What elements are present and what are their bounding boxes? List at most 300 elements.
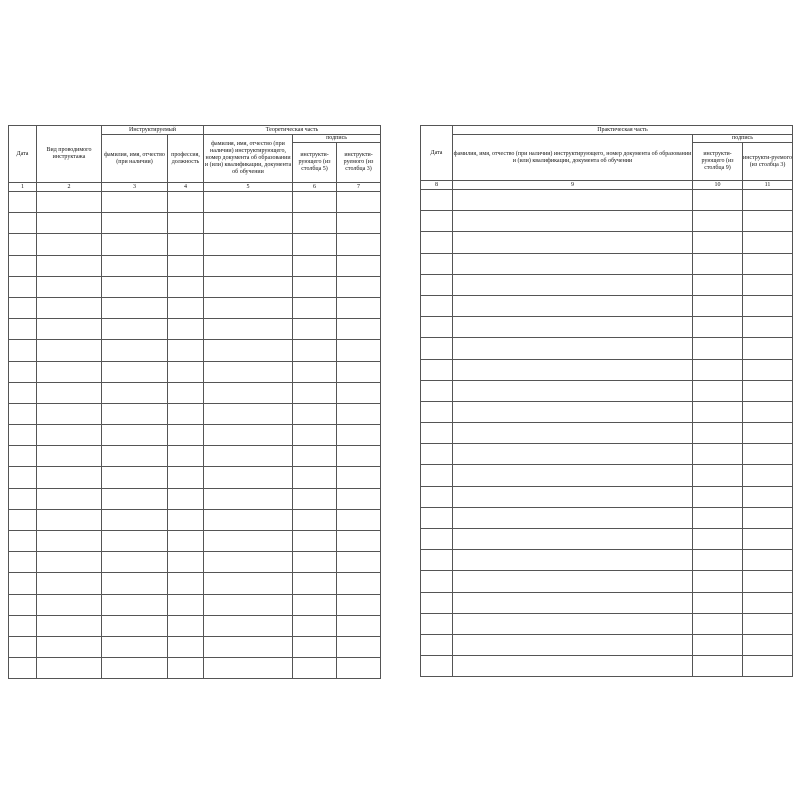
table-cell[interactable] bbox=[102, 531, 168, 552]
table-cell[interactable] bbox=[37, 615, 102, 636]
table-row bbox=[421, 656, 793, 677]
table-row bbox=[421, 465, 793, 486]
table-cell[interactable] bbox=[453, 295, 693, 316]
table-row bbox=[9, 425, 381, 446]
table-row bbox=[421, 359, 793, 380]
table-cell[interactable] bbox=[168, 276, 204, 297]
table-cell[interactable] bbox=[453, 529, 693, 550]
table-cell[interactable] bbox=[421, 380, 453, 401]
table-cell[interactable] bbox=[693, 317, 743, 338]
table-cell[interactable] bbox=[453, 359, 693, 380]
table-cell[interactable] bbox=[421, 634, 453, 655]
table-cell[interactable] bbox=[337, 234, 381, 255]
table-cell[interactable] bbox=[337, 382, 381, 403]
table-cell[interactable] bbox=[693, 211, 743, 232]
table-cell[interactable] bbox=[693, 295, 743, 316]
table-cell[interactable] bbox=[337, 213, 381, 234]
table-row bbox=[421, 507, 793, 528]
table-cell[interactable] bbox=[37, 255, 102, 276]
table-cell[interactable] bbox=[453, 211, 693, 232]
table-cell[interactable] bbox=[168, 255, 204, 276]
table-cell[interactable] bbox=[102, 319, 168, 340]
table-cell[interactable] bbox=[453, 401, 693, 422]
table-cell[interactable] bbox=[293, 234, 337, 255]
table-cell[interactable] bbox=[337, 361, 381, 382]
table-cell[interactable] bbox=[693, 190, 743, 211]
table-row bbox=[9, 467, 381, 488]
table-cell[interactable] bbox=[102, 361, 168, 382]
table-cell[interactable] bbox=[421, 571, 453, 592]
table-cell[interactable] bbox=[9, 192, 37, 213]
table-cell[interactable] bbox=[9, 361, 37, 382]
table-cell[interactable] bbox=[693, 571, 743, 592]
table-cell[interactable] bbox=[693, 274, 743, 295]
table-cell[interactable] bbox=[337, 340, 381, 361]
header-signature-group: подпись bbox=[693, 135, 793, 143]
table-cell[interactable] bbox=[337, 552, 381, 573]
table-cell[interactable] bbox=[337, 488, 381, 509]
table-cell[interactable] bbox=[37, 340, 102, 361]
table-cell[interactable] bbox=[293, 213, 337, 234]
table-row bbox=[421, 444, 793, 465]
table-row bbox=[421, 253, 793, 274]
table-cell[interactable] bbox=[421, 465, 453, 486]
table-cell[interactable] bbox=[37, 531, 102, 552]
table-cell[interactable] bbox=[743, 295, 793, 316]
table-cell[interactable] bbox=[204, 594, 293, 615]
table-cell[interactable] bbox=[421, 317, 453, 338]
table-cell[interactable] bbox=[102, 594, 168, 615]
table-cell[interactable] bbox=[453, 274, 693, 295]
table-cell[interactable] bbox=[102, 255, 168, 276]
table-row bbox=[421, 423, 793, 444]
table-cell[interactable] bbox=[337, 509, 381, 530]
table-cell[interactable] bbox=[453, 232, 693, 253]
table-cell[interactable] bbox=[37, 403, 102, 424]
table-cell[interactable] bbox=[743, 444, 793, 465]
table-cell[interactable] bbox=[9, 531, 37, 552]
table-cell[interactable] bbox=[743, 634, 793, 655]
table-cell[interactable] bbox=[37, 658, 102, 679]
table-cell[interactable] bbox=[693, 253, 743, 274]
table-cell[interactable] bbox=[337, 319, 381, 340]
table-cell[interactable] bbox=[337, 446, 381, 467]
table-cell[interactable] bbox=[421, 253, 453, 274]
table-row bbox=[421, 613, 793, 634]
table-cell[interactable] bbox=[204, 213, 293, 234]
table-cell[interactable] bbox=[204, 297, 293, 318]
table-cell[interactable] bbox=[453, 253, 693, 274]
table-cell[interactable] bbox=[693, 359, 743, 380]
table-cell[interactable] bbox=[743, 529, 793, 550]
table-cell[interactable] bbox=[743, 571, 793, 592]
table-cell[interactable] bbox=[9, 552, 37, 573]
table-cell[interactable] bbox=[204, 255, 293, 276]
table-cell[interactable] bbox=[37, 234, 102, 255]
table-cell[interactable] bbox=[204, 531, 293, 552]
table-cell[interactable] bbox=[337, 636, 381, 657]
table-cell[interactable] bbox=[453, 592, 693, 613]
table-cell[interactable] bbox=[102, 425, 168, 446]
table-cell[interactable] bbox=[9, 488, 37, 509]
table-cell[interactable] bbox=[421, 190, 453, 211]
table-cell[interactable] bbox=[168, 509, 204, 530]
right-table-header bbox=[421, 126, 793, 190]
table-cell[interactable] bbox=[453, 317, 693, 338]
table-cell[interactable] bbox=[743, 613, 793, 634]
table-cell[interactable] bbox=[168, 615, 204, 636]
table-cell[interactable] bbox=[168, 361, 204, 382]
table-row bbox=[9, 615, 381, 636]
header-practice-group: Практическая часть bbox=[453, 126, 793, 135]
table-cell[interactable] bbox=[204, 276, 293, 297]
table-cell[interactable] bbox=[421, 656, 453, 677]
table-cell[interactable] bbox=[693, 634, 743, 655]
table-cell[interactable] bbox=[743, 232, 793, 253]
table-cell[interactable] bbox=[37, 213, 102, 234]
left-table-header bbox=[9, 126, 381, 192]
table-cell[interactable] bbox=[9, 403, 37, 424]
table-cell[interactable] bbox=[168, 531, 204, 552]
table-cell[interactable] bbox=[37, 636, 102, 657]
table-cell[interactable] bbox=[102, 276, 168, 297]
table-cell[interactable] bbox=[168, 594, 204, 615]
table-cell[interactable] bbox=[693, 529, 743, 550]
table-cell[interactable] bbox=[293, 573, 337, 594]
table-cell[interactable] bbox=[168, 467, 204, 488]
table-cell[interactable] bbox=[743, 507, 793, 528]
table-cell[interactable] bbox=[693, 380, 743, 401]
table-cell[interactable] bbox=[102, 297, 168, 318]
table-cell[interactable] bbox=[168, 382, 204, 403]
table-cell[interactable] bbox=[293, 594, 337, 615]
table-cell[interactable] bbox=[9, 509, 37, 530]
table-cell[interactable] bbox=[293, 382, 337, 403]
table-cell[interactable] bbox=[204, 636, 293, 657]
table-cell[interactable] bbox=[421, 401, 453, 422]
table-cell[interactable] bbox=[453, 423, 693, 444]
table-cell[interactable] bbox=[293, 446, 337, 467]
column-number: 11 bbox=[743, 181, 793, 190]
table-row bbox=[421, 380, 793, 401]
table-cell[interactable] bbox=[693, 465, 743, 486]
table-cell[interactable] bbox=[168, 552, 204, 573]
table-cell[interactable] bbox=[453, 613, 693, 634]
column-numbers-row bbox=[421, 181, 793, 190]
table-cell[interactable] bbox=[337, 403, 381, 424]
table-cell[interactable] bbox=[453, 465, 693, 486]
table-cell[interactable] bbox=[693, 338, 743, 359]
table-cell[interactable] bbox=[204, 192, 293, 213]
table-row bbox=[9, 192, 381, 213]
table-cell[interactable] bbox=[337, 192, 381, 213]
table-cell[interactable] bbox=[204, 340, 293, 361]
table-row bbox=[421, 550, 793, 571]
table-cell[interactable] bbox=[421, 232, 453, 253]
table-row bbox=[9, 552, 381, 573]
table-cell[interactable] bbox=[204, 552, 293, 573]
table-cell[interactable] bbox=[293, 531, 337, 552]
table-cell[interactable] bbox=[102, 403, 168, 424]
table-cell[interactable] bbox=[102, 573, 168, 594]
table-cell[interactable] bbox=[293, 192, 337, 213]
table-cell[interactable] bbox=[102, 658, 168, 679]
table-row bbox=[9, 297, 381, 318]
table-cell[interactable] bbox=[204, 234, 293, 255]
table-cell[interactable] bbox=[453, 634, 693, 655]
table-cell[interactable] bbox=[743, 550, 793, 571]
table-cell[interactable] bbox=[693, 656, 743, 677]
table-cell[interactable] bbox=[9, 297, 37, 318]
table-cell[interactable] bbox=[102, 552, 168, 573]
table-row bbox=[9, 446, 381, 467]
table-cell[interactable] bbox=[9, 467, 37, 488]
table-cell[interactable] bbox=[204, 658, 293, 679]
table-cell[interactable] bbox=[168, 658, 204, 679]
table-cell[interactable] bbox=[453, 656, 693, 677]
table-cell[interactable] bbox=[421, 507, 453, 528]
table-cell[interactable] bbox=[293, 488, 337, 509]
table-cell[interactable] bbox=[168, 297, 204, 318]
table-cell[interactable] bbox=[293, 297, 337, 318]
table-cell[interactable] bbox=[421, 529, 453, 550]
left-journal-table bbox=[8, 125, 381, 679]
table-cell[interactable] bbox=[102, 234, 168, 255]
table-cell[interactable] bbox=[168, 425, 204, 446]
table-cell[interactable] bbox=[293, 467, 337, 488]
table-cell[interactable] bbox=[743, 274, 793, 295]
table-cell[interactable] bbox=[293, 361, 337, 382]
table-cell[interactable] bbox=[9, 319, 37, 340]
table-cell[interactable] bbox=[293, 319, 337, 340]
table-cell[interactable] bbox=[204, 509, 293, 530]
table-cell[interactable] bbox=[102, 467, 168, 488]
table-cell[interactable] bbox=[37, 192, 102, 213]
table-cell[interactable] bbox=[293, 636, 337, 657]
table-cell[interactable] bbox=[37, 382, 102, 403]
table-cell[interactable] bbox=[743, 190, 793, 211]
table-cell[interactable] bbox=[743, 338, 793, 359]
table-row bbox=[9, 636, 381, 657]
table-cell[interactable] bbox=[337, 425, 381, 446]
table-row bbox=[421, 486, 793, 507]
table-cell[interactable] bbox=[337, 297, 381, 318]
table-cell[interactable] bbox=[421, 359, 453, 380]
table-cell[interactable] bbox=[9, 615, 37, 636]
table-cell[interactable] bbox=[293, 425, 337, 446]
table-cell[interactable] bbox=[102, 213, 168, 234]
table-cell[interactable] bbox=[337, 594, 381, 615]
table-cell[interactable] bbox=[293, 615, 337, 636]
table-cell[interactable] bbox=[9, 382, 37, 403]
table-cell[interactable] bbox=[37, 509, 102, 530]
table-cell[interactable] bbox=[743, 656, 793, 677]
column-number: 4 bbox=[168, 183, 204, 192]
table-cell[interactable] bbox=[421, 550, 453, 571]
table-cell[interactable] bbox=[421, 486, 453, 507]
table-cell[interactable] bbox=[453, 507, 693, 528]
table-cell[interactable] bbox=[37, 594, 102, 615]
table-cell[interactable] bbox=[743, 317, 793, 338]
table-row bbox=[421, 211, 793, 232]
table-cell[interactable] bbox=[693, 423, 743, 444]
table-cell[interactable] bbox=[9, 276, 37, 297]
table-cell[interactable] bbox=[743, 401, 793, 422]
table-cell[interactable] bbox=[743, 592, 793, 613]
table-cell[interactable] bbox=[204, 573, 293, 594]
table-cell[interactable] bbox=[204, 488, 293, 509]
column-numbers-row bbox=[9, 183, 381, 192]
table-cell[interactable] bbox=[453, 380, 693, 401]
table-cell[interactable] bbox=[168, 446, 204, 467]
header-signature-group: подпись bbox=[293, 135, 381, 143]
header-instructor-name: фамилия, имя, отчество (при наличии) инструктирующего, номер документа об образовании и (или) квалификации, документа об обучении bbox=[204, 135, 293, 183]
table-cell[interactable] bbox=[293, 255, 337, 276]
table-cell[interactable] bbox=[204, 382, 293, 403]
table-cell[interactable] bbox=[743, 380, 793, 401]
column-number: 9 bbox=[453, 181, 693, 190]
table-cell[interactable] bbox=[9, 594, 37, 615]
table-cell[interactable] bbox=[693, 507, 743, 528]
table-cell[interactable] bbox=[293, 509, 337, 530]
table-cell[interactable] bbox=[453, 486, 693, 507]
table-cell[interactable] bbox=[9, 658, 37, 679]
table-row bbox=[9, 213, 381, 234]
table-cell[interactable] bbox=[168, 636, 204, 657]
table-cell[interactable] bbox=[293, 340, 337, 361]
table-cell[interactable] bbox=[37, 552, 102, 573]
table-cell[interactable] bbox=[102, 509, 168, 530]
table-cell[interactable] bbox=[337, 255, 381, 276]
table-cell[interactable] bbox=[37, 361, 102, 382]
table-cell[interactable] bbox=[743, 423, 793, 444]
table-cell[interactable] bbox=[9, 636, 37, 657]
table-cell[interactable] bbox=[37, 319, 102, 340]
table-cell[interactable] bbox=[453, 444, 693, 465]
table-cell[interactable] bbox=[293, 658, 337, 679]
table-cell[interactable] bbox=[168, 488, 204, 509]
table-cell[interactable] bbox=[102, 192, 168, 213]
left-table-body bbox=[9, 192, 381, 679]
table-cell[interactable] bbox=[337, 276, 381, 297]
table-cell[interactable] bbox=[102, 636, 168, 657]
table-cell[interactable] bbox=[37, 488, 102, 509]
header-instructed-group: Инструктируемый bbox=[102, 126, 204, 135]
table-cell[interactable] bbox=[168, 234, 204, 255]
column-number: 3 bbox=[102, 183, 168, 192]
table-cell[interactable] bbox=[204, 361, 293, 382]
table-cell[interactable] bbox=[421, 211, 453, 232]
table-cell[interactable] bbox=[421, 592, 453, 613]
table-cell[interactable] bbox=[693, 401, 743, 422]
table-cell[interactable] bbox=[204, 467, 293, 488]
table-cell[interactable] bbox=[693, 232, 743, 253]
table-cell[interactable] bbox=[37, 467, 102, 488]
table-cell[interactable] bbox=[421, 423, 453, 444]
table-cell[interactable] bbox=[102, 340, 168, 361]
table-row bbox=[9, 403, 381, 424]
column-number: 8 bbox=[421, 181, 453, 190]
column-number: 6 bbox=[293, 183, 337, 192]
table-cell[interactable] bbox=[37, 276, 102, 297]
table-cell[interactable] bbox=[421, 613, 453, 634]
table-cell[interactable] bbox=[102, 488, 168, 509]
table-cell[interactable] bbox=[453, 190, 693, 211]
table-cell[interactable] bbox=[421, 274, 453, 295]
table-cell[interactable] bbox=[693, 592, 743, 613]
table-cell[interactable] bbox=[37, 425, 102, 446]
table-cell[interactable] bbox=[9, 446, 37, 467]
table-cell[interactable] bbox=[204, 319, 293, 340]
table-cell[interactable] bbox=[337, 531, 381, 552]
table-cell[interactable] bbox=[421, 338, 453, 359]
column-number: 1 bbox=[9, 183, 37, 192]
table-cell[interactable] bbox=[102, 446, 168, 467]
table-row bbox=[9, 594, 381, 615]
table-cell[interactable] bbox=[693, 444, 743, 465]
table-cell[interactable] bbox=[453, 571, 693, 592]
table-cell[interactable] bbox=[204, 446, 293, 467]
table-cell[interactable] bbox=[743, 211, 793, 232]
table-cell[interactable] bbox=[168, 340, 204, 361]
table-cell[interactable] bbox=[421, 295, 453, 316]
table-cell[interactable] bbox=[37, 297, 102, 318]
table-row bbox=[421, 295, 793, 316]
table-cell[interactable] bbox=[102, 382, 168, 403]
table-cell[interactable] bbox=[168, 573, 204, 594]
table-cell[interactable] bbox=[453, 338, 693, 359]
table-cell[interactable] bbox=[693, 486, 743, 507]
table-cell[interactable] bbox=[37, 573, 102, 594]
table-cell[interactable] bbox=[168, 192, 204, 213]
table-cell[interactable] bbox=[9, 234, 37, 255]
table-row bbox=[9, 319, 381, 340]
table-cell[interactable] bbox=[293, 403, 337, 424]
table-row bbox=[9, 382, 381, 403]
table-cell[interactable] bbox=[293, 276, 337, 297]
table-cell[interactable] bbox=[204, 615, 293, 636]
table-row bbox=[9, 255, 381, 276]
table-cell[interactable] bbox=[9, 573, 37, 594]
table-cell[interactable] bbox=[293, 552, 337, 573]
table-cell[interactable] bbox=[168, 213, 204, 234]
table-cell[interactable] bbox=[204, 403, 293, 424]
table-cell[interactable] bbox=[693, 550, 743, 571]
table-cell[interactable] bbox=[168, 319, 204, 340]
table-cell[interactable] bbox=[421, 444, 453, 465]
table-cell[interactable] bbox=[9, 213, 37, 234]
table-cell[interactable] bbox=[9, 425, 37, 446]
table-cell[interactable] bbox=[204, 425, 293, 446]
table-row bbox=[9, 276, 381, 297]
table-cell[interactable] bbox=[37, 446, 102, 467]
table-cell[interactable] bbox=[102, 615, 168, 636]
table-cell[interactable] bbox=[453, 550, 693, 571]
table-cell[interactable] bbox=[743, 486, 793, 507]
table-cell[interactable] bbox=[168, 403, 204, 424]
table-cell[interactable] bbox=[743, 465, 793, 486]
table-cell[interactable] bbox=[337, 573, 381, 594]
table-cell[interactable] bbox=[337, 615, 381, 636]
table-cell[interactable] bbox=[337, 467, 381, 488]
table-cell[interactable] bbox=[337, 658, 381, 679]
table-cell[interactable] bbox=[9, 340, 37, 361]
table-row bbox=[9, 361, 381, 382]
table-cell[interactable] bbox=[9, 255, 37, 276]
table-cell[interactable] bbox=[693, 613, 743, 634]
table-cell[interactable] bbox=[743, 253, 793, 274]
table-cell[interactable] bbox=[743, 359, 793, 380]
